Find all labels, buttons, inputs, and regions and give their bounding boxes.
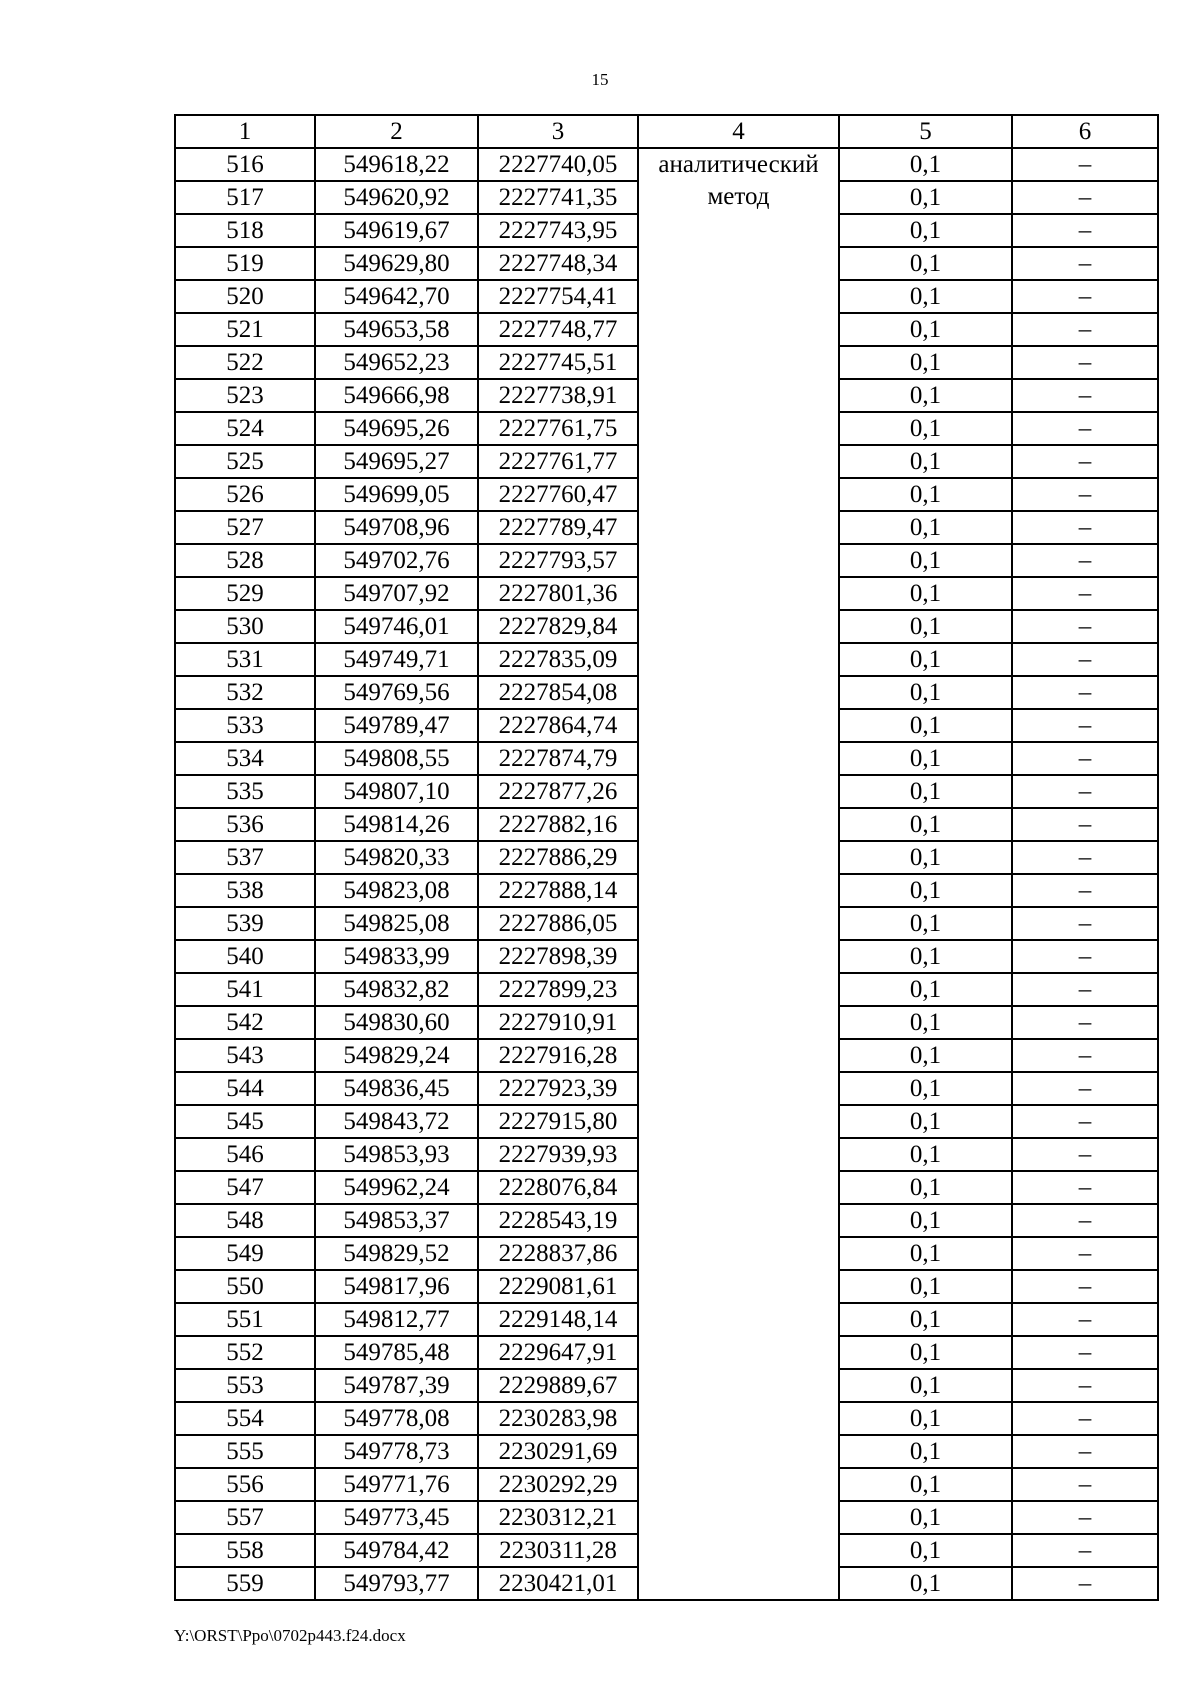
cell-coord-x: 549619,67: [315, 214, 478, 247]
cell-coord-y: 2227877,26: [478, 775, 638, 808]
cell-coord-x: 549771,76: [315, 1468, 478, 1501]
cell-col-6: –: [1012, 247, 1158, 280]
cell-point-number: 552: [175, 1336, 315, 1369]
cell-coord-x: 549653,58: [315, 313, 478, 346]
cell-col-6: –: [1012, 1501, 1158, 1534]
cell-point-number: 554: [175, 1402, 315, 1435]
cell-coord-y: 2227761,77: [478, 445, 638, 478]
cell-point-number: 533: [175, 709, 315, 742]
header-col-4: 4: [638, 115, 839, 148]
cell-coord-y: 2227915,80: [478, 1105, 638, 1138]
cell-coord-x: 549746,01: [315, 610, 478, 643]
cell-point-number: 557: [175, 1501, 315, 1534]
cell-col-6: –: [1012, 478, 1158, 511]
cell-coord-x: 549833,99: [315, 940, 478, 973]
cell-coord-y: 2230292,29: [478, 1468, 638, 1501]
cell-point-number: 546: [175, 1138, 315, 1171]
cell-coord-y: 2227939,93: [478, 1138, 638, 1171]
cell-point-number: 517: [175, 181, 315, 214]
cell-accuracy: 0,1: [839, 808, 1012, 841]
cell-coord-x: 549830,60: [315, 1006, 478, 1039]
cell-point-number: 528: [175, 544, 315, 577]
cell-coord-x: 549620,92: [315, 181, 478, 214]
cell-accuracy: 0,1: [839, 1006, 1012, 1039]
cell-coord-x: 549708,96: [315, 511, 478, 544]
cell-point-number: 550: [175, 1270, 315, 1303]
cell-point-number: 516: [175, 148, 315, 181]
cell-accuracy: 0,1: [839, 1402, 1012, 1435]
cell-accuracy: 0,1: [839, 181, 1012, 214]
cell-point-number: 539: [175, 907, 315, 940]
cell-coord-x: 549784,42: [315, 1534, 478, 1567]
cell-col-6: –: [1012, 808, 1158, 841]
cell-col-6: –: [1012, 775, 1158, 808]
cell-accuracy: 0,1: [839, 577, 1012, 610]
cell-accuracy: 0,1: [839, 313, 1012, 346]
cell-coord-x: 549807,10: [315, 775, 478, 808]
cell-coord-x: 549823,08: [315, 874, 478, 907]
cell-point-number: 531: [175, 643, 315, 676]
cell-point-number: 553: [175, 1369, 315, 1402]
cell-coord-x: 549785,48: [315, 1336, 478, 1369]
cell-accuracy: 0,1: [839, 247, 1012, 280]
cell-col-6: –: [1012, 1336, 1158, 1369]
cell-col-6: –: [1012, 610, 1158, 643]
cell-point-number: 551: [175, 1303, 315, 1336]
cell-coord-x: 549778,08: [315, 1402, 478, 1435]
cell-col-6: –: [1012, 907, 1158, 940]
cell-accuracy: 0,1: [839, 1336, 1012, 1369]
cell-coord-y: 2227829,84: [478, 610, 638, 643]
cell-coord-x: 549829,52: [315, 1237, 478, 1270]
cell-accuracy: 0,1: [839, 1369, 1012, 1402]
table-body: [175, 148, 1158, 1600]
cell-coord-x: 549769,56: [315, 676, 478, 709]
cell-point-number: 518: [175, 214, 315, 247]
cell-coord-y: 2230311,28: [478, 1534, 638, 1567]
cell-coord-y: 2227910,91: [478, 1006, 638, 1039]
cell-col-6: –: [1012, 511, 1158, 544]
cell-point-number: 543: [175, 1039, 315, 1072]
cell-coord-y: 2227923,39: [478, 1072, 638, 1105]
cell-accuracy: 0,1: [839, 1468, 1012, 1501]
cell-col-6: –: [1012, 1072, 1158, 1105]
cell-point-number: 540: [175, 940, 315, 973]
cell-accuracy: 0,1: [839, 676, 1012, 709]
cell-point-number: 538: [175, 874, 315, 907]
cell-col-6: –: [1012, 1204, 1158, 1237]
cell-coord-x: 549820,33: [315, 841, 478, 874]
cell-point-number: 541: [175, 973, 315, 1006]
cell-coord-y: 2227882,16: [478, 808, 638, 841]
cell-coord-x: 549618,22: [315, 148, 478, 181]
cell-col-6: –: [1012, 709, 1158, 742]
cell-coord-y: 2227874,79: [478, 742, 638, 775]
cell-coord-y: 2227888,14: [478, 874, 638, 907]
cell-col-6: –: [1012, 1237, 1158, 1270]
cell-coord-y: 2227738,91: [478, 379, 638, 412]
cell-col-6: –: [1012, 577, 1158, 610]
cell-point-number: 530: [175, 610, 315, 643]
cell-point-number: 524: [175, 412, 315, 445]
cell-col-6: –: [1012, 1006, 1158, 1039]
cell-col-6: –: [1012, 1303, 1158, 1336]
cell-col-6: –: [1012, 1369, 1158, 1402]
cell-col-6: –: [1012, 1402, 1158, 1435]
cell-coord-y: 2229647,91: [478, 1336, 638, 1369]
cell-coord-x: 549843,72: [315, 1105, 478, 1138]
cell-col-6: –: [1012, 874, 1158, 907]
cell-coord-y: 2229081,61: [478, 1270, 638, 1303]
cell-coord-x: 549832,82: [315, 973, 478, 1006]
cell-coord-y: 2227854,08: [478, 676, 638, 709]
cell-coord-y: 2227761,75: [478, 412, 638, 445]
cell-coord-y: 2227899,23: [478, 973, 638, 1006]
cell-coord-x: 549814,26: [315, 808, 478, 841]
cell-coord-x: 549853,37: [315, 1204, 478, 1237]
cell-col-6: –: [1012, 940, 1158, 973]
cell-coord-x: 549778,73: [315, 1435, 478, 1468]
cell-accuracy: 0,1: [839, 1501, 1012, 1534]
cell-coord-y: 2228543,19: [478, 1204, 638, 1237]
cell-coord-x: 549749,71: [315, 643, 478, 676]
header-col-6: 6: [1012, 115, 1158, 148]
cell-accuracy: 0,1: [839, 610, 1012, 643]
cell-point-number: 527: [175, 511, 315, 544]
cell-point-number: 521: [175, 313, 315, 346]
cell-coord-x: 549825,08: [315, 907, 478, 940]
cell-coord-x: 549812,77: [315, 1303, 478, 1336]
cell-coord-y: 2227801,36: [478, 577, 638, 610]
cell-coord-x: 549793,77: [315, 1567, 478, 1600]
cell-coord-x: 549642,70: [315, 280, 478, 313]
cell-point-number: 548: [175, 1204, 315, 1237]
cell-coord-y: 2227740,05: [478, 148, 638, 181]
cell-coord-y: 2227886,05: [478, 907, 638, 940]
table-header-row: [175, 115, 1158, 148]
cell-coord-y: 2227789,47: [478, 511, 638, 544]
cell-accuracy: 0,1: [839, 445, 1012, 478]
cell-coord-x: 549817,96: [315, 1270, 478, 1303]
cell-point-number: 558: [175, 1534, 315, 1567]
cell-point-number: 542: [175, 1006, 315, 1039]
cell-col-6: –: [1012, 346, 1158, 379]
cell-coord-x: 549695,26: [315, 412, 478, 445]
cell-point-number: 535: [175, 775, 315, 808]
cell-col-6: –: [1012, 742, 1158, 775]
cell-point-number: 526: [175, 478, 315, 511]
cell-coord-x: 549962,24: [315, 1171, 478, 1204]
cell-coord-y: 2230283,98: [478, 1402, 638, 1435]
cell-coord-x: 549666,98: [315, 379, 478, 412]
cell-col-6: –: [1012, 379, 1158, 412]
cell-coord-y: 2229889,67: [478, 1369, 638, 1402]
cell-accuracy: 0,1: [839, 1237, 1012, 1270]
cell-coord-y: 2230291,69: [478, 1435, 638, 1468]
cell-point-number: 547: [175, 1171, 315, 1204]
cell-coord-x: 549829,24: [315, 1039, 478, 1072]
cell-col-6: –: [1012, 1039, 1158, 1072]
cell-col-6: –: [1012, 1105, 1158, 1138]
cell-coord-x: 549652,23: [315, 346, 478, 379]
cell-accuracy: 0,1: [839, 643, 1012, 676]
cell-col-6: –: [1012, 148, 1158, 181]
cell-coord-x: 549853,93: [315, 1138, 478, 1171]
cell-col-6: –: [1012, 676, 1158, 709]
cell-point-number: 536: [175, 808, 315, 841]
cell-coord-y: 2228076,84: [478, 1171, 638, 1204]
header-col-1: 1: [175, 115, 315, 148]
cell-accuracy: 0,1: [839, 511, 1012, 544]
cell-coord-y: 2230312,21: [478, 1501, 638, 1534]
cell-accuracy: 0,1: [839, 841, 1012, 874]
page-number: 15: [591, 70, 609, 89]
cell-col-6: –: [1012, 280, 1158, 313]
cell-col-6: –: [1012, 181, 1158, 214]
cell-accuracy: 0,1: [839, 1534, 1012, 1567]
cell-col-6: –: [1012, 973, 1158, 1006]
cell-accuracy: 0,1: [839, 907, 1012, 940]
cell-point-number: 525: [175, 445, 315, 478]
cell-accuracy: 0,1: [839, 379, 1012, 412]
cell-col-6: –: [1012, 544, 1158, 577]
cell-coord-y: 2227898,39: [478, 940, 638, 973]
method-line-1: аналитический: [658, 151, 819, 178]
cell-col-6: –: [1012, 1270, 1158, 1303]
cell-coord-y: 2227743,95: [478, 214, 638, 247]
cell-coord-x: 549808,55: [315, 742, 478, 775]
cell-point-number: 555: [175, 1435, 315, 1468]
cell-accuracy: 0,1: [839, 973, 1012, 1006]
cell-col-6: –: [1012, 1468, 1158, 1501]
cell-col-6: –: [1012, 445, 1158, 478]
cell-accuracy: 0,1: [839, 1138, 1012, 1171]
cell-point-number: 544: [175, 1072, 315, 1105]
cell-coord-x: 549707,92: [315, 577, 478, 610]
cell-accuracy: 0,1: [839, 1204, 1012, 1237]
header-col-5: 5: [839, 115, 1012, 148]
header-col-3: 3: [478, 115, 638, 148]
cell-point-number: 529: [175, 577, 315, 610]
cell-point-number: 556: [175, 1468, 315, 1501]
cell-coord-y: 2227748,77: [478, 313, 638, 346]
cell-col-6: –: [1012, 313, 1158, 346]
cell-accuracy: 0,1: [839, 214, 1012, 247]
cell-coord-y: 2229148,14: [478, 1303, 638, 1336]
cell-accuracy: 0,1: [839, 775, 1012, 808]
cell-accuracy: 0,1: [839, 544, 1012, 577]
cell-coord-x: 549773,45: [315, 1501, 478, 1534]
cell-accuracy: 0,1: [839, 280, 1012, 313]
cell-coord-y: 2227760,47: [478, 478, 638, 511]
cell-coord-x: 549702,76: [315, 544, 478, 577]
coordinates-table: [174, 114, 1159, 1601]
cell-point-number: 523: [175, 379, 315, 412]
cell-coord-x: 549789,47: [315, 709, 478, 742]
cell-method: [638, 148, 839, 1600]
cell-coord-y: 2228837,86: [478, 1237, 638, 1270]
cell-coord-y: 2227745,51: [478, 346, 638, 379]
cell-col-6: –: [1012, 412, 1158, 445]
cell-accuracy: 0,1: [839, 1567, 1012, 1600]
cell-point-number: 534: [175, 742, 315, 775]
cell-accuracy: 0,1: [839, 1072, 1012, 1105]
header-col-2: 2: [315, 115, 478, 148]
cell-point-number: 522: [175, 346, 315, 379]
cell-coord-x: 549836,45: [315, 1072, 478, 1105]
cell-accuracy: 0,1: [839, 412, 1012, 445]
cell-coord-x: 549699,05: [315, 478, 478, 511]
cell-accuracy: 0,1: [839, 709, 1012, 742]
cell-col-6: –: [1012, 1534, 1158, 1567]
cell-accuracy: 0,1: [839, 1270, 1012, 1303]
cell-coord-x: 549629,80: [315, 247, 478, 280]
table-row: [175, 148, 1158, 181]
cell-col-6: –: [1012, 643, 1158, 676]
cell-coord-y: 2227793,57: [478, 544, 638, 577]
cell-coord-y: 2230421,01: [478, 1567, 638, 1600]
cell-accuracy: 0,1: [839, 346, 1012, 379]
cell-accuracy: 0,1: [839, 1105, 1012, 1138]
cell-coord-y: 2227748,34: [478, 247, 638, 280]
cell-col-6: –: [1012, 1138, 1158, 1171]
cell-coord-y: 2227886,29: [478, 841, 638, 874]
cell-coord-y: 2227864,74: [478, 709, 638, 742]
cell-accuracy: 0,1: [839, 874, 1012, 907]
cell-coord-x: 549787,39: [315, 1369, 478, 1402]
cell-accuracy: 0,1: [839, 742, 1012, 775]
cell-accuracy: 0,1: [839, 478, 1012, 511]
cell-coord-y: 2227835,09: [478, 643, 638, 676]
cell-point-number: 559: [175, 1567, 315, 1600]
method-line-2: метод: [707, 183, 770, 210]
cell-col-6: –: [1012, 1435, 1158, 1468]
cell-point-number: 545: [175, 1105, 315, 1138]
cell-point-number: 520: [175, 280, 315, 313]
cell-accuracy: 0,1: [839, 940, 1012, 973]
cell-col-6: –: [1012, 214, 1158, 247]
footer-file-path: Y:\ORST\Ppo\0702p443.f24.docx: [174, 1626, 406, 1645]
cell-accuracy: 0,1: [839, 148, 1012, 181]
cell-col-6: –: [1012, 841, 1158, 874]
cell-coord-y: 2227754,41: [478, 280, 638, 313]
cell-coord-x: 549695,27: [315, 445, 478, 478]
cell-point-number: 549: [175, 1237, 315, 1270]
cell-point-number: 519: [175, 247, 315, 280]
cell-col-6: –: [1012, 1171, 1158, 1204]
cell-accuracy: 0,1: [839, 1171, 1012, 1204]
cell-accuracy: 0,1: [839, 1303, 1012, 1336]
cell-col-6: –: [1012, 1567, 1158, 1600]
cell-accuracy: 0,1: [839, 1039, 1012, 1072]
cell-point-number: 537: [175, 841, 315, 874]
cell-coord-y: 2227741,35: [478, 181, 638, 214]
cell-accuracy: 0,1: [839, 1435, 1012, 1468]
cell-point-number: 532: [175, 676, 315, 709]
cell-coord-y: 2227916,28: [478, 1039, 638, 1072]
